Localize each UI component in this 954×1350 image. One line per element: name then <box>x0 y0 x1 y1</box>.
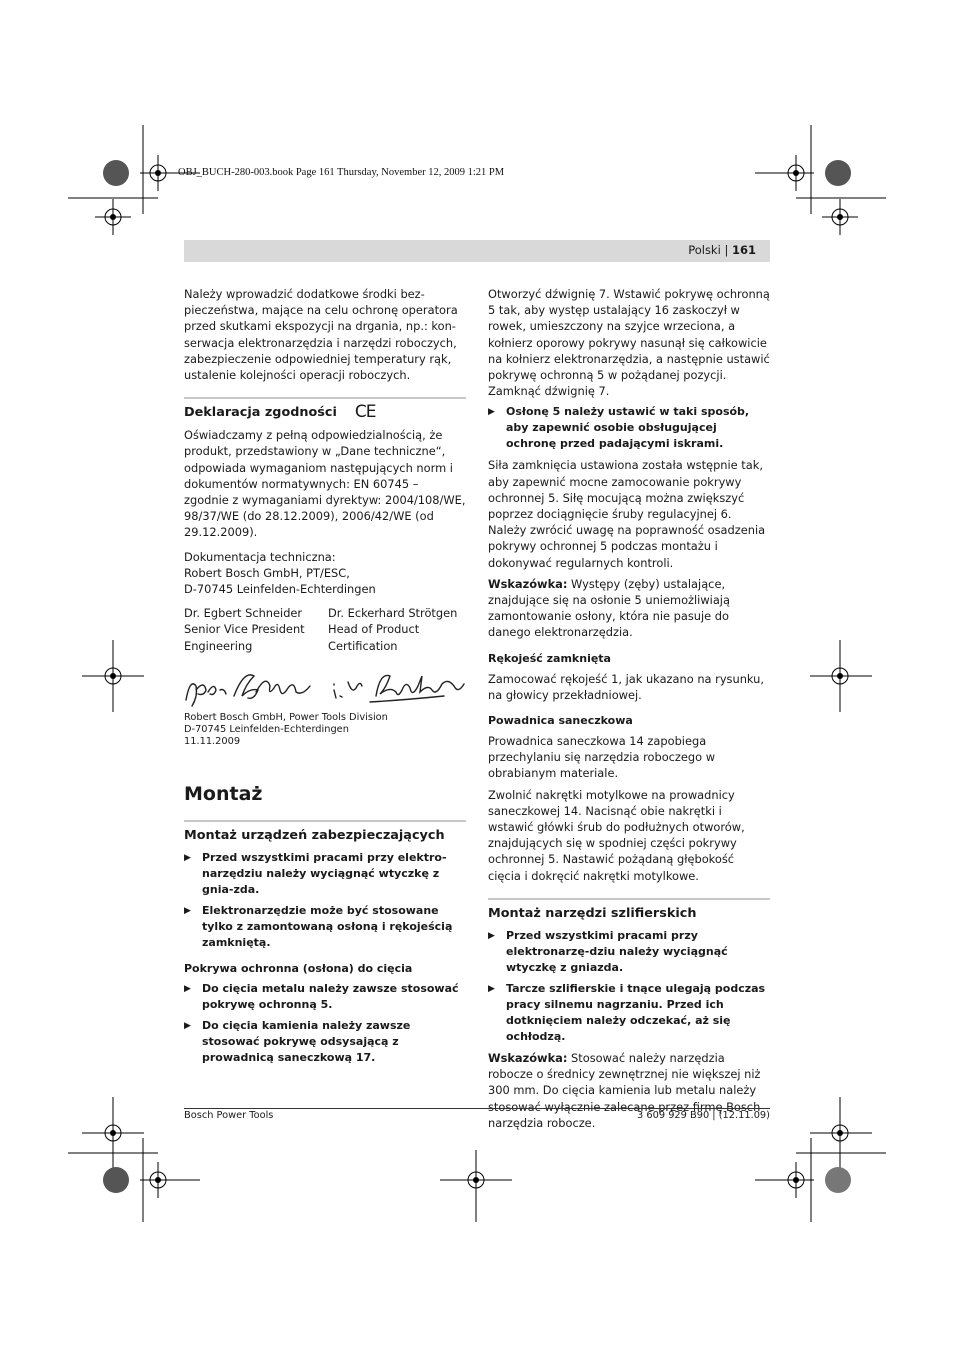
bullet-triangle-icon: ▶ <box>184 852 191 863</box>
bullet-triangle-icon: ▶ <box>488 407 495 418</box>
closed-handle-text: Zamocować rękojeść 1, jak ukazano na rysunku, na głowicy przekładniowej. <box>488 671 765 702</box>
page-number: 161 <box>731 243 756 257</box>
guard-bullet-metal: ▶ Do cięcia metalu należy zawsze stosować pokrywę ochronną 5. <box>184 981 459 1011</box>
signatory-1: Dr. Egbert Schneider Senior Vice President Engineering <box>184 606 305 653</box>
page-header-bar <box>184 240 770 262</box>
cutting-guard-heading: Pokrywa ochronna (osłona) do cięcia <box>184 961 413 975</box>
right-column <box>488 286 770 1136</box>
left-column <box>184 286 466 1071</box>
closed-handle-heading: Rękojeść zamknięta <box>488 651 611 665</box>
technical-documentation: Dokumentacja techniczna: Robert Bosch GmbH, PT/ESC, D-70745 Leinfelden-Echterdingen <box>184 549 376 597</box>
guide-sled-heading: Powadnica saneczkowa <box>488 714 633 728</box>
header-separator: | <box>724 243 729 257</box>
clamping-force-text: Siła zamknięcia ustawiona została wstępnie tak, aby zapewnić mocne zamocowanie pokrywy ochronnej 5. Siłę mocującą można zwiększyć poprzez dociągnięcie śruby regulacyjnej 6. <box>488 458 763 522</box>
signatories <box>184 605 466 654</box>
bullet-triangle-icon: ▶ <box>488 930 495 941</box>
header-language: Polski <box>688 243 721 257</box>
safety-bullet-guard: ▶ Elektronarzędzie może być stosowane tylko z zamontowaną osłoną i rękojeścią zamkniętą. <box>184 903 453 949</box>
grinding-tools-heading: Montaż narzędzi szlifierskich <box>488 898 770 922</box>
bullet-triangle-icon: ▶ <box>184 1020 191 1031</box>
safety-bullet-unplug: ▶ Przed wszystkimi pracami przy elektro-narzędziu należy wyciągnąć wtyczkę z gnia-zda. <box>184 850 447 896</box>
vibration-intro: Należy wprowadzić dodatkowe środki bez-pieczeństwa, mające na celu ochronę operatora przed skutkami ekspozycji na drgania, np.: kon-serwacja elektronarzędzia i narzędzi roboczych, zabezpieczenie odpowiedniej temperatury rąk, ustalenie kolejności operacji roboczych. <box>184 287 458 383</box>
note-coding-lugs: Wskazówka: Występy (zęby) ustalające, znajdujące się na osłonie 5 uniemożliwiają zamontowanie osłony, która nie pasuje do danego elektronarzędzia. <box>488 576 730 640</box>
footer-brand: Bosch Power Tools <box>184 1110 274 1121</box>
handwritten-signatures <box>184 666 466 710</box>
guard-bullet-stone: ▶ Do cięcia kamienia należy zawsze stosować pokrywę odsysającą z prowadnicą saneczkową 17. <box>184 1018 411 1064</box>
note-diameter: Wskazówka: Stosować należy narzędzia robocze o średnicy zewnętrznej nie większej niż 300 mm. Do cięcia kamienia lub metalu należy stosować wyłącznie zalecane przez firmę Bosch narzędzia robocze. <box>488 1050 761 1130</box>
section-title-montaz: Montaż <box>184 783 263 806</box>
declaration-text: Oświadczamy z pełną odpowiedzialnością, że produkt, przedstawiony w „Dane techniczne“, odpowiada wymaganiom następujących norm i dokumentów normatywnych: EN 60745 – zgodnie z wymaganiami dyrektyw: 2004/108/WE, 98/37/WE (do 28.12.2009), 2006/42/WE (od 29.12.2009). <box>184 428 466 540</box>
company-info: Robert Bosch GmbH, Power Tools Division D-70745 Leinfelden-Echterdingen 11.11.2009 <box>184 711 388 748</box>
guard-install-text: Otworzyć dźwignię 7. Wstawić pokrywę ochronną 5 tak, aby występ ustalający 16 zaskoczył w rowek, umieszczony na szyjce wrzeciona, a kołnierz oporowy pokrywy nasunął się całkowicie na kołnierz elektronarzędzia, a następnie ustawić pokrywę ochronną 5 w pożądanej pozycji. Zamknąć dźwignię 7. <box>488 287 770 399</box>
guide-sled-text-2: Zwolnić nakrętki motylkowe na prowadnicy saneczkowej 14. Nacisnąć obie nakrętki i wstawić główki śrub do podłużnych otworów, znajdujących się w spodniej części pokrywy ochronnej 5. Nastawić pożądaną głębokość cięcia i dokręcić nakrętki motylkowe. <box>488 787 745 883</box>
page-header <box>688 243 756 257</box>
grind-bullet-unplug: ▶ Przed wszystkimi pracami przy elektronarzę-dziu należy wyciągnąć wtyczkę z gniazda. <box>488 928 728 974</box>
footer-rule <box>184 1108 770 1109</box>
signatory-2: Dr. Eckerhard Strötgen Head of Product Certification <box>328 606 458 653</box>
ce-mark-icon: CE <box>354 402 376 423</box>
grind-bullet-hot: ▶ Tarcze szlifierskie i tnące ulegają podczas pracy silnemu nagrzaniu. Przed ich dotknięciem należy odczekać, aż się ochłodzą. <box>488 981 766 1043</box>
guard-check-text: Należy zwrócić uwagę na poprawność osadzenia pokrywy ochronnej 5 podczas montażu i dokonywać regularnych kontroli. <box>488 523 766 570</box>
declaration-heading: Deklaracja zgodności CE <box>184 397 466 421</box>
book-info-line: OBJ_BUCH-280-003.book Page 161 Thursday, November 12, 2009 1:21 PM <box>178 167 505 178</box>
guide-sled-text-1: Prowadnica saneczkowa 14 zapobiega przechylaniu się narzędzia roboczego w obrabianym materiale. <box>488 734 716 781</box>
bullet-triangle-icon: ▶ <box>488 983 495 994</box>
footer-doc-number: 3 609 929 B90 | (12.11.09) <box>637 1110 770 1121</box>
bullet-triangle-icon: ▶ <box>184 983 191 994</box>
bullet-triangle-icon: ▶ <box>184 905 191 916</box>
guard-adjust-bullet: ▶ Osłonę 5 należy ustawić w taki sposób, aby zapewnić osobie obsługującej ochronę przed padającymi iskrami. <box>488 405 750 451</box>
safety-devices-heading: Montaż urządzeń zabezpieczających <box>184 820 466 844</box>
